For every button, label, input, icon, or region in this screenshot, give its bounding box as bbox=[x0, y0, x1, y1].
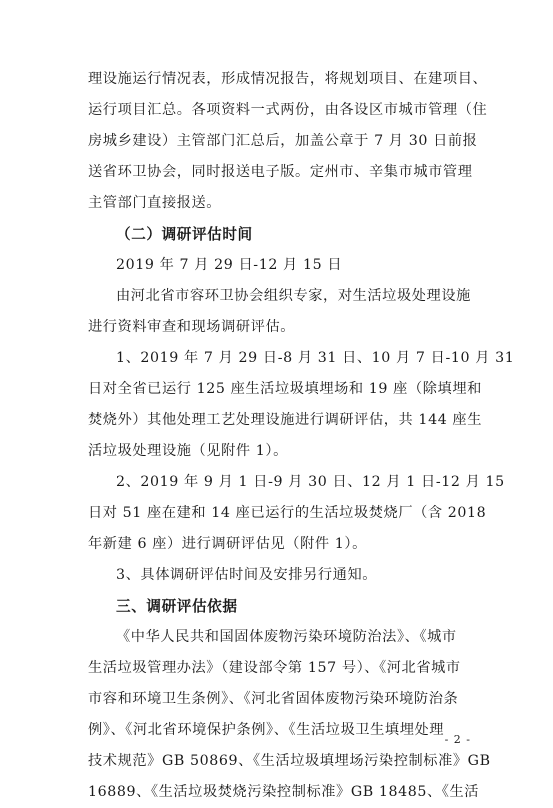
text-line-5: 主管部门直接报送。 bbox=[88, 195, 222, 211]
text-line-12: 焚烧外）其他处理工艺处理设施进行调研评估，共 144 座生 bbox=[88, 412, 483, 428]
text-line-3: 房城乡建设）主管部门汇总后，加盖公章于 7 月 30 日前报 bbox=[88, 133, 478, 149]
text-line-19: 《中华人民共和国固体废物污染环境防治法》、《城市 bbox=[116, 629, 457, 645]
text-line-16: 年新建 6 座）进行调研评估见（附件 1）。 bbox=[88, 536, 367, 552]
text-line-23: 技术规范》GB 50869、《生活垃圾填埋场污染控制标准》GB bbox=[88, 753, 491, 769]
section-heading-schedule: （二）调研评估时间 bbox=[116, 226, 253, 243]
text-line-4: 送省环卫协会，同时报送电子版。定州市、辛集市城市管理 bbox=[88, 164, 473, 180]
text-line-7: 2019 年 7 月 29 日-12 月 15 日 bbox=[116, 257, 343, 273]
text-line-10: 1、2019 年 7 月 29 日-8 月 31 日、10 月 7 日-10 月 31 bbox=[116, 350, 515, 366]
text-line-24: 16889、《生活垃圾焚烧污染控制标准》GB 18485、《生活 bbox=[88, 784, 480, 800]
text-line-9: 进行资料审查和现场调研评估。 bbox=[88, 319, 296, 335]
text-line-20: 生活垃圾管理办法》（建设部令第 157 号）、《河北省城市 bbox=[88, 660, 461, 676]
text-line-15: 日对 51 座在建和 14 座已运行的生活垃圾焚烧厂（含 2018 bbox=[88, 505, 487, 521]
text-line-17: 3、具体调研评估时间及安排另行通知。 bbox=[116, 567, 378, 583]
section-heading-basis: 三、调研评估依据 bbox=[116, 598, 238, 615]
document-body bbox=[88, 64, 515, 808]
text-line-14: 2、2019 年 9 月 1 日-9 月 30 日、12 月 1 日-12 月 15 bbox=[116, 474, 505, 490]
text-line-13: 活垃圾处理设施（见附件 1）。 bbox=[88, 443, 288, 459]
text-line-8: 由河北省市容环卫协会组织专家，对生活垃圾处理设施 bbox=[116, 288, 471, 304]
text-line-1: 理设施运行情况表，形成情况报告，将规划项目、在建项目、 bbox=[88, 71, 488, 87]
text-line-22: 例》、《河北省环境保护条例》、《生活垃圾卫生填埋处理 bbox=[88, 722, 445, 738]
text-line-21: 市容和环境卫生条例》、《河北省固体废物污染环境防治条 bbox=[88, 691, 459, 707]
text-line-2: 运行项目汇总。各项资料一式两份，由各设区市城市管理（住 bbox=[88, 102, 488, 118]
text-line-11: 日对全省已运行 125 座生活垃圾填埋场和 19 座（除填埋和 bbox=[88, 381, 482, 397]
page-number: - 2 - bbox=[444, 733, 471, 746]
